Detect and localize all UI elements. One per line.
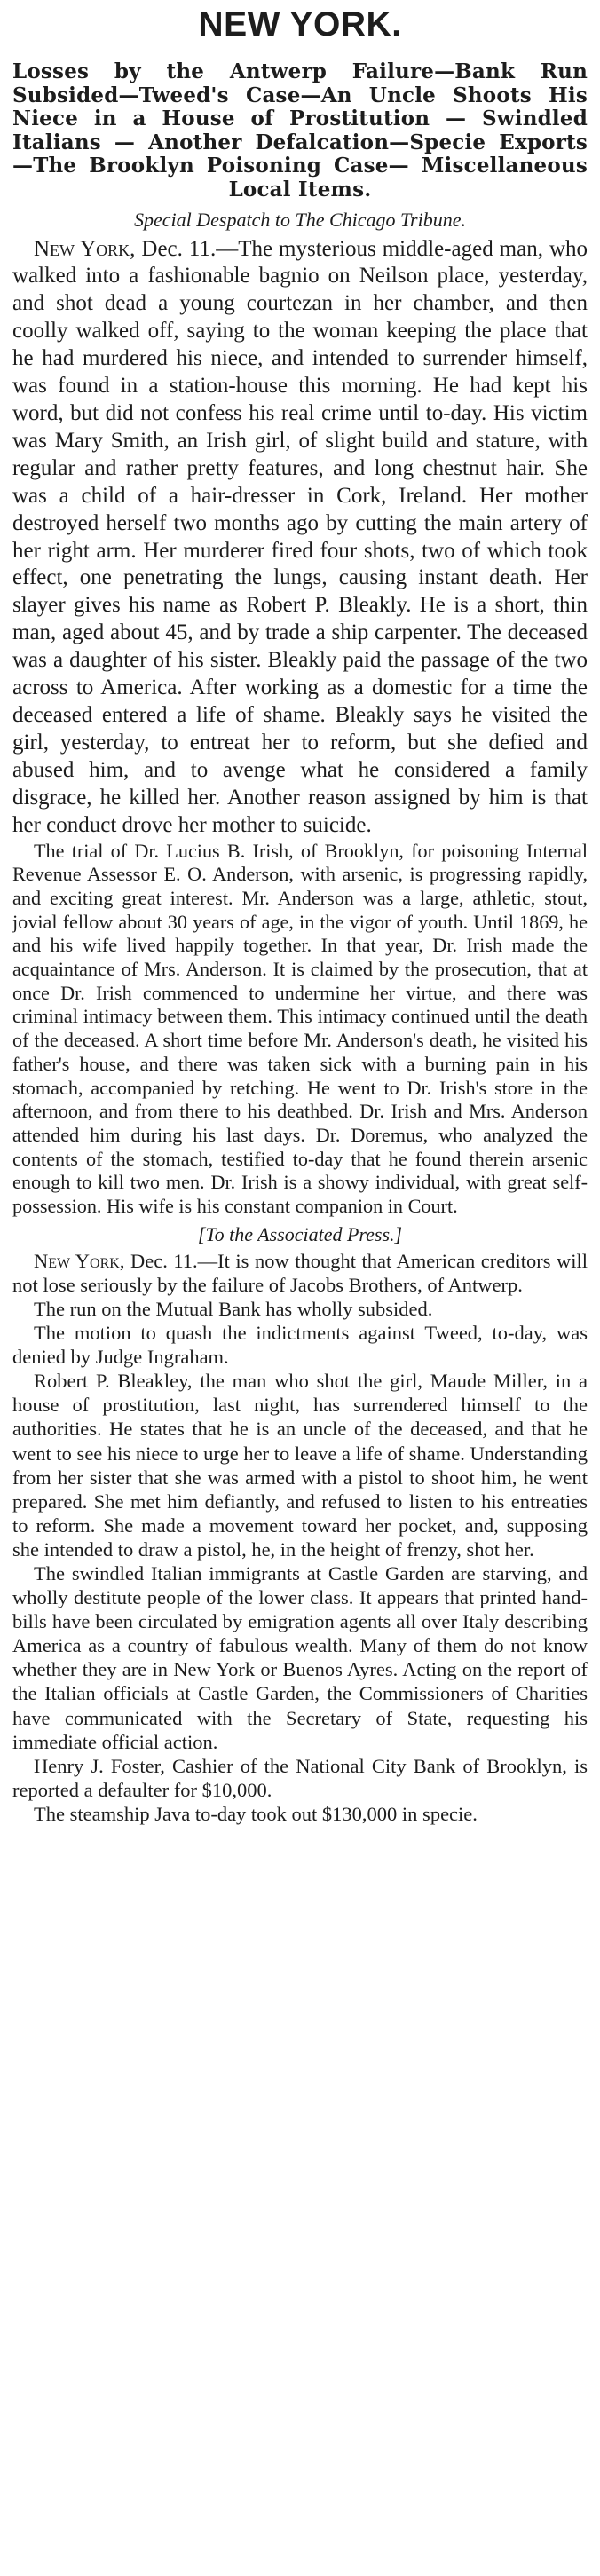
newspaper-column xyxy=(12,5,588,1826)
associated-press-credit: [To the Associated Press.] xyxy=(197,1222,403,1245)
dateline: New York, xyxy=(34,1249,125,1272)
dateline: New York, xyxy=(34,236,136,261)
paragraph-murder-report xyxy=(12,236,588,840)
paragraph-tweed-case: The motion to quash the indictments against Tweed, to-day, was denied by Judge Ingraham. xyxy=(12,1322,588,1369)
paragraph-defalcation: Henry J. Foster, Cashier of the National City Bank of Brooklyn, is reported a defaulter for $10,000. xyxy=(12,1754,588,1801)
paragraph-antwerp-failure xyxy=(12,1249,588,1297)
paragraph-bank-run: The run on the Mutual Bank has wholly subsided. xyxy=(34,1297,433,1320)
paragraph-text: Dec. 11.—It is now thought that American creditors will not lose seriously by the failure of Jacobs Brothers, of Antwerp. xyxy=(12,1249,588,1296)
paragraph-poisoning-trial: The trial of Dr. Lucius B. Irish, of Brooklyn, for poisoning Internal Revenue Assessor E. O. Anderson, with arsenic, is progressing rapidly, and exciting great interest. Mr. Anderson was a large, athletic, stout, jovial fellow about 30 years of age, in the vigor of youth. Until 1869, he and his wife lived happily together. In that year, Dr. Irish made the acquaintance of Mrs. Anderson. It is claimed by the prosecution, that at once Dr. Irish commenced to undermine her virtue, and there was criminal intimacy between them. This intimacy continued until the death of the deceased. A short time before Mr. Anderson's death, he visited his father's house, and there was taken sick with a burning pain in his stomach, accompanied by retching. He went to Dr. Irish's store in the afternoon, and from there to his deathbed. Dr. Irish and Mrs. Anderson attended him during his last days. Dr. Doremus, who analyzed the contents of the stomach, testified to-day that he found therein arsenic enough to kill two men. Dr. Irish is a showy individual, with great self-possession. His wife is his constant companion in Court. xyxy=(12,839,588,1218)
special-despatch-credit: Special Despatch to The Chicago Tribune. xyxy=(134,208,466,231)
paragraph-specie-exports: The steamship Java to-day took out $130,000 in specie. xyxy=(34,1802,478,1825)
paragraph-swindled-italians: The swindled Italian immigrants at Castle Garden are starving, and wholly destitute people of the lower class. It appears that printed hand-bills have been circulated by emigration agents all over Italy describing America as a country of fabulous wealth. Many of them do not know whether they are in New York or Buenos Ayres. Acting on the report of the Italian officials at Castle Garden, the Commissioners of Charities have communicated with the Secretary of State, requesting his immediate official action. xyxy=(12,1561,588,1753)
paragraph-text: Dec. 11.—The mysterious middle-aged man, who walked into a fashionable bagnio on Neilson place, yesterday, and shot dead a young courtezan in her chamber, and then coolly walked off, saying to the woman keeping the place that he had murdered his niece, and intended to surrender himself, was found in a station-house this morning. He had kept his word, but did not confess his real crime until to-day. His victim was Mary Smith, an Irish girl, of slight build and stature, with regular and rather pretty features, and long chestnut hair. She was a child of a hair-dresser in Cork, Ireland. Her mother destroyed herself two months ago by cutting the main artery of her right arm. Her murderer fired four shots, two of which took effect, one penetrating the lungs, causing instant death. Her slayer gives his name as Robert P. Bleakly. He is a short, thin man, aged about 45, and by trade a ship carpenter. The deceased was a daughter of his sister. Bleakly paid the passage of the two across to America. After working as a domestic for a time the deceased entered a life of shame. Bleakly says he visited the girl, yesterday, to entreat her to reform, but she defied and abused him, and to avenge what he considered a family disgrace, he killed her. Another reason assigned by him is that her conduct drove her mother to suicide. xyxy=(12,236,588,837)
subheadline-deck: Losses by the Antwerp Failure—Bank Run Subsided—Tweed's Case—An Uncle Shoots His Niece in a House of Prostitution — Swindled Italians — Another Defalcation—Specie Exports —The Brooklyn Poisoning Case— Miscellaneous Local Items. xyxy=(12,59,588,201)
paragraph-bleakley-surrender: Robert P. Bleakley, the man who shot the girl, Maude Miller, in a house of prostitution, last night, has surrendered himself to the authorities. He states that he is an uncle of the deceased, and that he went to see his niece to urge her to leave a life of shame. Understanding from her sister that she was armed with a pistol to shoot him, he went prepared. She met him defiantly, and refused to listen to his entreaties to reform. She made a movement toward her pocket, and, supposing she intended to draw a pistol, he, in the height of frenzy, shot her. xyxy=(12,1370,588,1561)
headline: NEW YORK. xyxy=(198,5,402,43)
